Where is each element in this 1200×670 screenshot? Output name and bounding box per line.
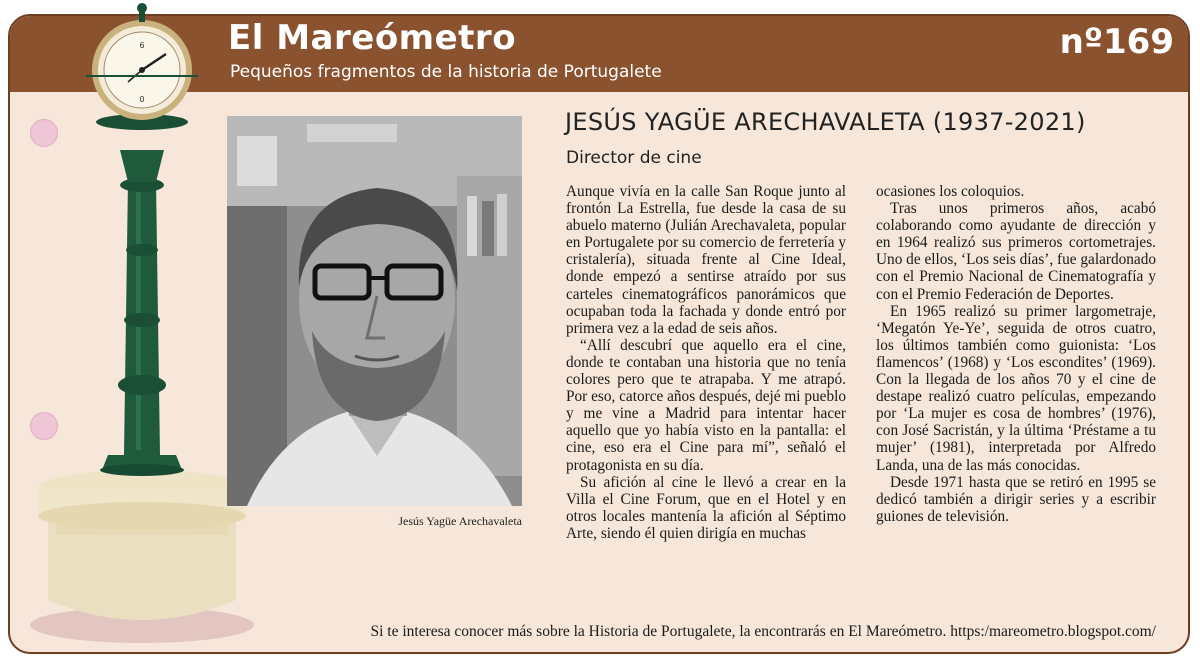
article-paragraph: “Allí descubrí que aquello era el cine, donde te contaban una historia que no tenía colores pero que te atrapaba. Y me atrapó. Por eso, catorce años después, dejé mi pueblo y me vine a Madrid para intentar hacer aquello que yo había visto en la pantalla: el cine, eso era el Cine para mí”, señaló el protagonista en su día. — [566, 336, 846, 474]
publication-title: El Mareómetro — [228, 18, 517, 58]
article-paragraph: En 1965 realizó su primer largometraje, ‘Megatón Ye-Ye’, seguida de otros cuatro, los últimos también como guionista: ‘Los flamencos’ (1968) y ‘Los escondites’ (1969). Con la llegada de los años 70 y el cine de destape realizó cuatro películas, empezando por ‘La mujer es cosa de hombres’ (1976), con José Sacristán, y la última ‘Préstame a tu mujer’ (1981), interpretada por Alfredo Landa, una de las más conocidas. — [876, 302, 1156, 474]
article-column-1 — [566, 183, 846, 542]
tide-clock-icon — [0, 0, 260, 660]
article-paragraph: Tras unos primeros años, acabó colaborando como ayudante de dirección y en 1964 realizó sus primeros cortometrajes. Uno de ellos, ‘Los seis días’, fue galardonado con el Premio Nacional de Cinematografía y con el Premio Federación de Deportes. — [876, 200, 1156, 303]
article-title: JESÚS YAGÜE ARECHAVALETA (1937-2021) — [565, 108, 1086, 136]
portrait-photo — [227, 116, 522, 506]
footer-note: Si te interesa conocer más sobre la Historia de Portugalete, la encontrarás en El Mareómetro. https:/mareometro.blogspot.com/ — [370, 623, 1156, 640]
issue-number: nº169 — [1059, 22, 1174, 62]
article-subtitle: Director de cine — [566, 148, 702, 168]
portrait-illustration — [227, 116, 522, 506]
svg-text:0: 0 — [139, 95, 145, 104]
photo-caption: Jesús Yagüe Arechavaleta — [398, 514, 522, 528]
article-paragraph: Su afición al cine le llevó a crear en la Villa el Cine Forum, que en el Hotel y en otros locales mantenía la afición al Séptimo Arte, siendo él quien dirigía en muchas — [566, 473, 846, 542]
article-paragraph: Aunque vivía en la calle San Roque junto al frontón La Estrella, fue desde la casa de su abuelo materno (Julián Arechavaleta, popular en Portugalete por su comercio de ferretería y cristalería), situada frente al Cine Ideal, donde empezó a sentirse atraído por sus carteles cinematográficos panorámicos que ocupaban toda la fachada y donde entró por primera vez a la edad de seis años. — [566, 183, 846, 337]
svg-text:6: 6 — [139, 41, 145, 50]
article-paragraph: Desde 1971 hasta que se retiró en 1995 se dedicó también a dirigir series y a escribir guiones de televisión. — [876, 473, 1156, 525]
article-paragraph: ocasiones los coloquios. — [876, 183, 1025, 200]
article-column-2 — [876, 183, 1156, 525]
publication-subtitle: Pequeños fragmentos de la historia de Portugalete — [230, 62, 662, 82]
